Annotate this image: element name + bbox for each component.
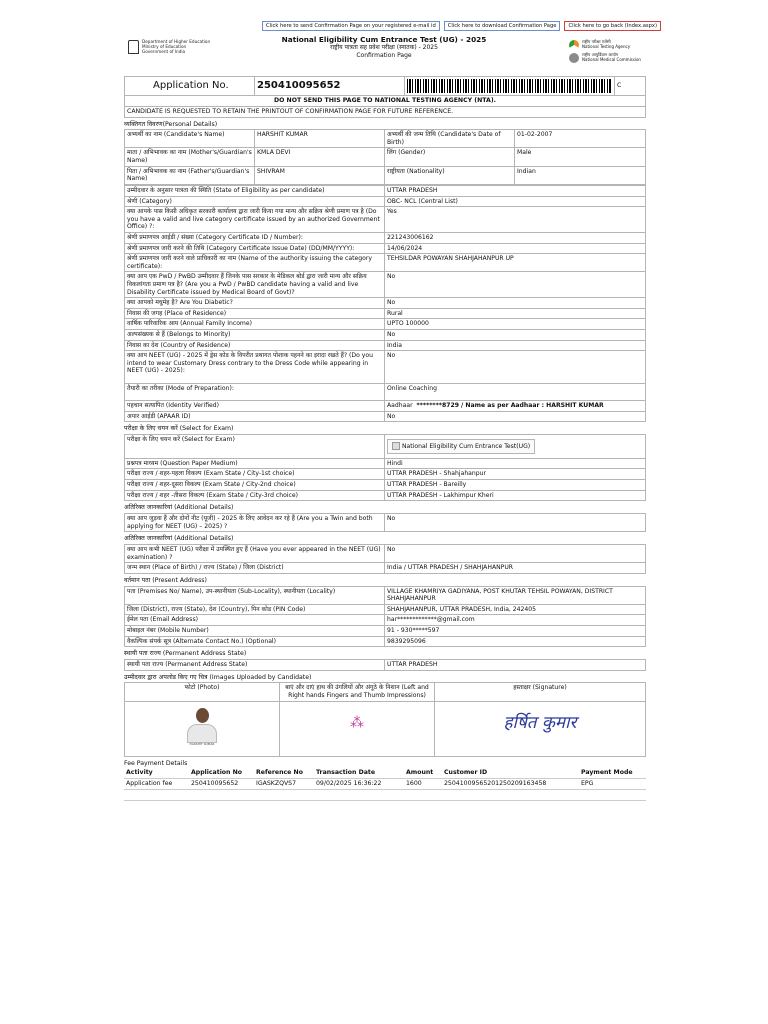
table-row: [125, 254, 646, 272]
category-code: C: [615, 77, 646, 96]
nta-hindi: राष्ट्रीय परीक्षा एजेंसी: [582, 39, 611, 45]
detail-value: Yes: [385, 207, 646, 233]
thumb-impression-icon: ⁂: [350, 714, 364, 731]
exam-label: परीक्षा राज्य / शहर-दूसरा विकल्प (Exam State / City-2nd choice): [125, 480, 385, 491]
personal-table: [124, 129, 646, 185]
candidate-name-label: अभ्यर्थी का नाम (Candidate's Name): [125, 130, 255, 148]
table-row: [125, 340, 646, 351]
exam-value: UTTAR PRADESH - Bareilly: [385, 480, 646, 491]
table-row: [125, 351, 646, 384]
top-actions: [262, 21, 661, 31]
detail-label: निवास की जगह (Place of Residence): [125, 308, 385, 319]
photo-caption: HARSHIT KUMAR: [189, 741, 215, 746]
images-heading: उम्मीदवार द्वारा अपलोड किए गए चित्र (Images Uploaded by Candidate): [124, 673, 312, 681]
signature-label: हस्ताक्षर (Signature): [435, 683, 646, 701]
fee-col-header: Transaction Date: [314, 768, 404, 778]
birthplace-label: जन्म स्थान (Place of Birth) / राज्य (State) / जिला (District): [125, 563, 385, 574]
page-title: National Eligibility Cum Entrance Test (UG) - 2025: [281, 35, 487, 44]
nmc-hindi: राष्ट्रीय आयुर्विज्ञान आयोग: [582, 52, 619, 58]
table-row: [125, 196, 646, 207]
detail-value: UTTAR PRADESH: [385, 185, 646, 196]
table-row: [125, 490, 646, 501]
detail-value: India: [385, 340, 646, 351]
table-row: [125, 330, 646, 341]
detail-value: UPTO 100000: [385, 319, 646, 330]
detail-label: क्या आप एक PwD / PwBD उम्मीदवार हैं जिनके पास सरकार के मेडिकल बोर्ड द्वारा जारी मान्य और सक्रिय विकलांगता प्रमाण पत्र है? (Are you a PwD / PwBD candidate having a valid and live Disability Certificate issued by Medical Board of Govt)?: [125, 272, 385, 298]
download-button[interactable]: Click here to download Confirmation Page: [444, 21, 561, 31]
detail-label: श्रेणी प्रमाणपत्र जारी करने की तिथि (Category Certificate Issue Date) (DD/MM/YYYY):: [125, 243, 385, 254]
table-row: [125, 586, 646, 604]
ministry-line1: Department of Higher Education: [142, 39, 211, 44]
detail-value: OBC- NCL (Central List): [385, 196, 646, 207]
detail-value: No: [385, 351, 646, 384]
address-label: वैकल्पिक संपर्क सूत्र (Alternate Contact No.) (Optional): [125, 636, 385, 647]
exam-select-value: National Eligibility Cum Entrance Test(UG): [402, 443, 531, 451]
fee-col-header: Customer ID: [442, 768, 579, 778]
father-name-value: SHIVRAM: [255, 166, 385, 184]
go-back-button[interactable]: Click here to go back (Index.aspx): [564, 21, 661, 31]
dob-value: 01-02-2007: [515, 130, 646, 148]
identity-label: पहचान सत्यापित (Identity Verified): [125, 401, 385, 412]
ministry-line3: Government of India: [142, 48, 186, 54]
table-row: [125, 701, 646, 756]
gender-value: Male: [515, 148, 646, 166]
detail-value: 14/06/2024: [385, 243, 646, 254]
table-row: [125, 604, 646, 615]
fee-cell: 09/02/2025 16:36:22: [314, 779, 404, 790]
fee-cell: Application fee: [124, 779, 189, 790]
fee-cell: EPG: [579, 779, 646, 790]
present-address-table: [124, 586, 646, 648]
fee-table: [124, 768, 646, 790]
signature-cell: [435, 701, 646, 756]
table-row: [125, 384, 646, 401]
send-email-button[interactable]: Click here to send Confirmation Page on your registered e-mail id: [262, 21, 440, 31]
address-label: ईमेल पता (Email Address): [125, 615, 385, 626]
exam-label: परीक्षा राज्य / शहर -तीसरा विकल्प (Exam State / City-3rd choice): [125, 490, 385, 501]
candidate-photo: [185, 705, 219, 751]
fee-col-header: Activity: [124, 768, 189, 778]
detail-label: उम्मीदवार के अनुसार पात्रता की स्थिति (State of Eligibility as per candidate): [125, 185, 385, 196]
table-row: [125, 411, 646, 422]
table-row: [125, 435, 646, 459]
nmc-icon: [569, 53, 579, 63]
nmc-logo: [569, 53, 641, 63]
detail-label: श्रेणी (Category): [125, 196, 385, 207]
identity-value: ********8729 / Name as per Aadhaar : HARSHIT KUMAR: [416, 402, 604, 410]
emblem-icon: [128, 40, 139, 54]
page-subtitle: Confirmation Page: [356, 51, 412, 59]
nta-logo: [569, 40, 641, 50]
exam-value: Hindi: [385, 458, 646, 469]
fee-cell: 250410095652: [189, 779, 254, 790]
detail-label: वार्षिक पारिवारिक आय (Annual Family Income): [125, 319, 385, 330]
ministry-logo: [128, 40, 210, 54]
permanent-label: स्थायी पता राज्य (Permanent Address State): [125, 659, 385, 670]
detail-value: Online Coaching: [385, 384, 646, 401]
exam-value: UTTAR PRADESH - Shahjahanpur: [385, 469, 646, 480]
detail-label: क्या आप NEET (UG) - 2025 में ड्रेस कोड के विपरीत प्रथागत पोशाक पहनने का इरादा रखते हैं? (Do you intend to wear Customary Dress contrary to the Dress Code while appearing in NEET (UG) - 2025):: [125, 351, 385, 384]
thumb-cell: [280, 701, 435, 756]
identity-prefix: Aadhaar: [387, 402, 413, 410]
table-row: [125, 207, 646, 233]
nationality-value: Indian: [515, 166, 646, 184]
images-table: [124, 682, 646, 756]
address-value: 9839295096: [385, 636, 646, 647]
nationality-label: राष्ट्रीयता (Nationality): [385, 166, 515, 184]
table-row: [125, 243, 646, 254]
address-value: SHAHJAHANPUR, UTTAR PRADESH, India, 242405: [385, 604, 646, 615]
bottom-divider: [124, 800, 646, 801]
address-value: har*************@gmail.com: [385, 615, 646, 626]
apaar-value: No: [385, 411, 646, 422]
permanent-heading: स्थायी पता राज्य (Permanent Address State): [124, 650, 247, 658]
table-row: [124, 779, 646, 790]
detail-value: Rural: [385, 308, 646, 319]
detail-label: निवास का देश (Country of Residence): [125, 340, 385, 351]
address-label: जिला (District), राज्य (State), देश (Country), पिन कोड (PIN Code): [125, 604, 385, 615]
permanent-value: UTTAR PRADESH: [385, 659, 646, 670]
candidate-signature: हर्षित कुमार: [503, 712, 577, 733]
nmc-english: National Medical Commission: [582, 57, 641, 62]
additional-heading-2: अतिरिक्त जानकारियां (Additional Details): [124, 535, 234, 543]
fee-cell: IGASKZQVS7: [254, 779, 314, 790]
page-header: [250, 35, 518, 59]
do-not-send-note: DO NOT SEND THIS PAGE TO NATIONAL TESTING AGENCY (NTA).: [124, 96, 646, 107]
main-content: [124, 76, 646, 801]
table-row: [125, 319, 646, 330]
additional-table-2: [124, 544, 646, 574]
table-row: [125, 545, 646, 563]
nta-english: National Testing Agency: [582, 44, 631, 49]
table-row: [125, 563, 646, 574]
table-row: [125, 166, 646, 184]
agency-logos: [569, 40, 641, 66]
fee-cell: 25041009565201250209163458: [442, 779, 579, 790]
detail-value: 221243006162: [385, 232, 646, 243]
nta-icon: [569, 40, 579, 50]
appeared-value: No: [385, 545, 646, 563]
twin-value: No: [385, 514, 646, 532]
dob-label: अभ्यर्थी की जन्म तिथि (Candidate's Date of Birth): [385, 130, 515, 148]
exam-value: UTTAR PRADESH - Lakhimpur Kheri: [385, 490, 646, 501]
mother-name-label: माता / अभिभावक का नाम (Mother's/Guardian's Name): [125, 148, 255, 166]
application-number: 250410095652: [255, 77, 405, 96]
birthplace-value: India / UTTAR PRADESH / SHAHJAHANPUR: [385, 563, 646, 574]
application-table: [124, 76, 646, 96]
detail-label: अल्पसंख्यक से हैं (Belongs to Minority): [125, 330, 385, 341]
table-row: [125, 272, 646, 298]
address-label: मोबाइल नंबर (Mobile Number): [125, 626, 385, 637]
barcode-graphic: [407, 79, 612, 93]
detail-value: No: [385, 272, 646, 298]
exam-select-label: परीक्षा के लिए चयन करें (Select for Exam): [125, 435, 385, 459]
table-row: [125, 185, 646, 196]
table-row: [125, 148, 646, 166]
detail-label: क्या आपके पास किसी अधिकृत सरकारी कार्यालय द्वारा जारी किया गया मान्य और सक्रिय श्रेणी प्रमाण पत्र है (Do you have a valid and live category certificate issued by an authorized Government Office) ?:: [125, 207, 385, 233]
fee-col-header: Application No: [189, 768, 254, 778]
fee-heading: Fee Payment Details: [124, 759, 188, 767]
table-row: [125, 514, 646, 532]
table-row: [125, 615, 646, 626]
fee-col-header: Reference No: [254, 768, 314, 778]
table-row: [125, 308, 646, 319]
personal-details-table: [124, 185, 646, 423]
barcode: [405, 77, 615, 96]
application-label: Application No.: [125, 77, 255, 96]
additional-table-1: [124, 513, 646, 532]
fee-cell: 1600: [404, 779, 442, 790]
table-row: [125, 232, 646, 243]
identity-value-cell: [385, 401, 646, 412]
personal-heading: व्यक्तिगत विवरण(Personal Details): [124, 120, 218, 128]
exam-label: परीक्षा राज्य / शहर-पहला विकल्प (Exam State / City-1st choice): [125, 469, 385, 480]
table-row: [125, 636, 646, 647]
fee-col-header: Amount: [404, 768, 442, 778]
table-row: [125, 469, 646, 480]
exam-checkbox: [387, 439, 535, 454]
father-name-label: पिता / अभिभावक का नाम (Father's/Guardian's Name): [125, 166, 255, 184]
photo-label: फोटो (Photo): [125, 683, 280, 701]
twin-label: क्या आप जुड़वा हैं और दोनों नीट (यूजी) - 2025 के लिए आवेदन कर रहे हैं (Are you a Twin and both applying for NEET (UG) – 2025) ?: [125, 514, 385, 532]
mother-name-value: KMLA DEVI: [255, 148, 385, 166]
thumb-label: बाएं और दाएं हाथ की उंगलियों और अंगूठे के निशान (Left and Right hands Fingers and Thumb Impressions): [280, 683, 435, 701]
fee-col-header: Payment Mode: [579, 768, 646, 778]
additional-heading-1: अतिरिक्त जानकारियां (Additional Details): [124, 504, 234, 512]
gender-label: लिंग (Gender): [385, 148, 515, 166]
apaar-label: अपार आईडी (APAAR ID): [125, 411, 385, 422]
detail-label: श्रेणी प्रमाणपत्र जारी करने वाले प्राधिकारी का नाम (Name of the authority issuing the category certificate):: [125, 254, 385, 272]
table-row: [125, 659, 646, 670]
exam-heading: परीक्षा के लिए चयन करें (Select for Exam): [124, 425, 234, 433]
appeared-label: क्या आप कभी NEET (UG) परीक्षा में उपस्थित हुए हैं (Have you ever appeared in the NEET (UG) examination) ?: [125, 545, 385, 563]
detail-value: No: [385, 298, 646, 309]
table-row: [125, 130, 646, 148]
ministry-line2: Ministry of Education: [142, 43, 187, 49]
table-row: [125, 401, 646, 412]
retain-note: CANDIDATE IS REQUESTED TO RETAIN THE PRINTOUT OF CONFIRMATION PAGE FOR FUTURE REFERENCE.: [124, 107, 646, 118]
detail-label: तैयारी का तरीका (Mode of Preparation):: [125, 384, 385, 401]
detail-value: No: [385, 330, 646, 341]
exam-label: प्रश्नपत्र माध्यम (Question Paper Medium): [125, 458, 385, 469]
address-label: पता (Premises No/ Name), उप-स्थानीयता (Sub-Locality), स्थानीयता (Locality): [125, 586, 385, 604]
detail-value: TEHSILDAR POWAYAN SHAHJAHANPUR UP: [385, 254, 646, 272]
candidate-name-value: HARSHIT KUMAR: [255, 130, 385, 148]
table-row: [125, 458, 646, 469]
table-row: [125, 626, 646, 637]
photo-cell: [125, 701, 280, 756]
table-row: [125, 683, 646, 701]
present-address-heading: वर्तमान पता (Present Address): [124, 576, 207, 584]
exam-select-cell: [385, 435, 646, 459]
detail-label: श्रेणी प्रमाणपत्र आईडी / संख्या (Category Certificate ID / Number):: [125, 232, 385, 243]
permanent-table: [124, 659, 646, 671]
page-title-hindi: राष्ट्रीय पात्रता सह प्रवेश परीक्षा (स्नातक) - 2025: [330, 44, 438, 52]
fee-header-row: [124, 768, 646, 778]
table-row: [125, 298, 646, 309]
table-row: [125, 480, 646, 491]
checkbox-icon: [392, 442, 400, 450]
detail-label: क्या आपको मधुमेह है? Are You Diabetic?: [125, 298, 385, 309]
address-value: VILLAGE KHAMRIYA GADIYANA, POST KHUTAR TEHSIL POWAYAN, DISTRICT SHAHJAHANPUR: [385, 586, 646, 604]
address-value: 91 - 930*****597: [385, 626, 646, 637]
exam-table: [124, 434, 646, 501]
